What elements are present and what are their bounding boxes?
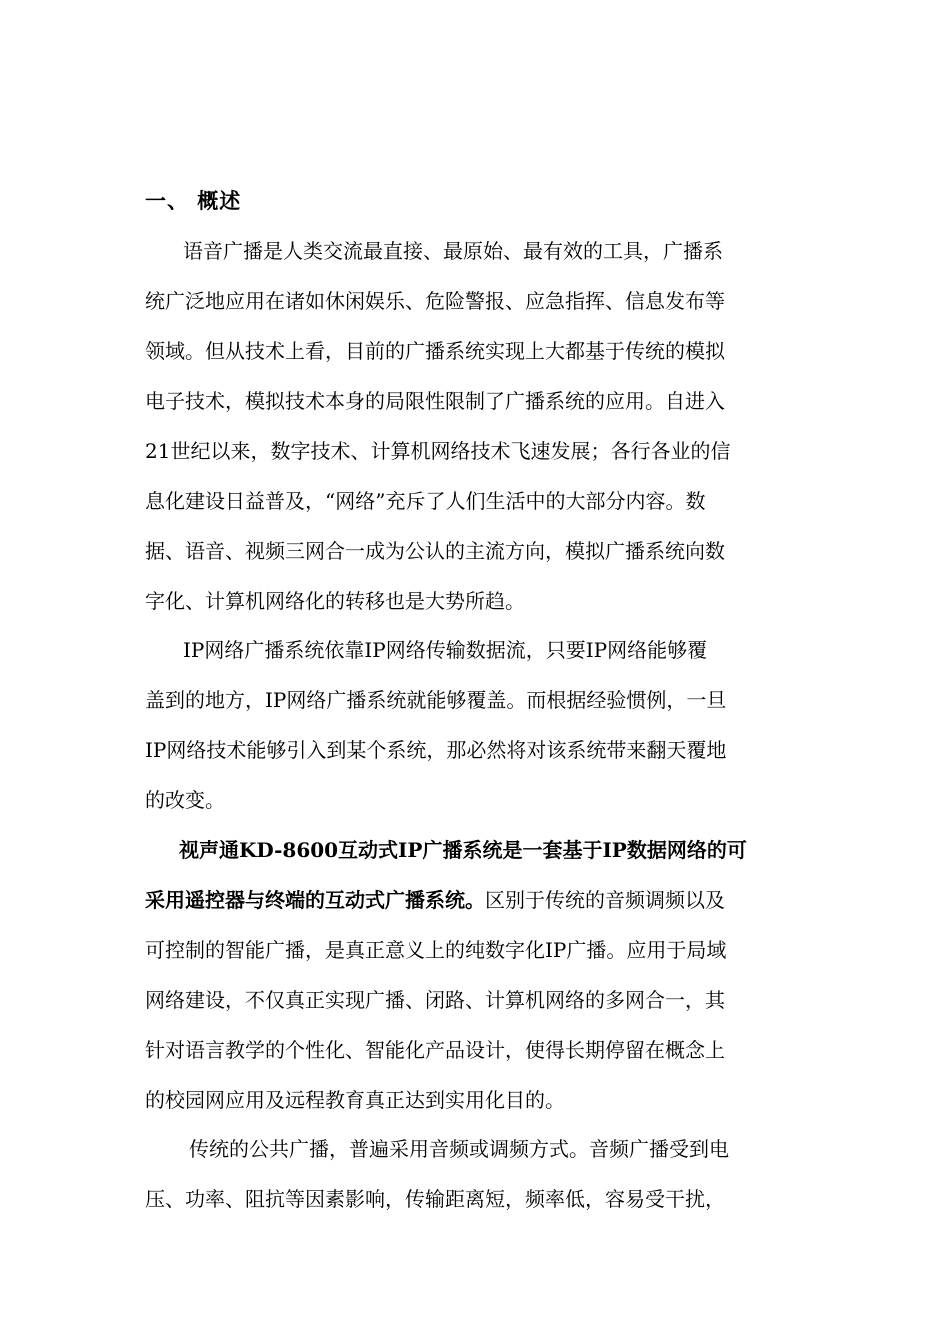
paragraph-line: 的改变。 bbox=[145, 788, 225, 812]
paragraph-line: 语音广播是人类交流最直接、最原始、最有效的工具，广播系 bbox=[183, 239, 723, 263]
paragraph-line: IP网络广播系统依靠IP网络传输数据流，只要IP网络能够覆 bbox=[183, 638, 708, 662]
paragraph-traditional-broadcast bbox=[145, 1124, 807, 1224]
plain-phrase: 区别于传统的音频调频以及 bbox=[485, 888, 725, 912]
paragraph-product-intro bbox=[145, 825, 807, 1125]
paragraph-line: 电子技术，模拟技术本身的局限性限制了广播系统的应用。自进入 bbox=[145, 389, 725, 413]
paragraph-line: 的校园网应用及远程教育真正达到实用化目的。 bbox=[145, 1088, 565, 1112]
paragraph-line: 统广泛地应用在诸如休闲娱乐、危险警报、应急指挥、信息发布等 bbox=[145, 289, 725, 313]
paragraph-line: 领域。但从技术上看，目前的广播系统实现上大都基于传统的模拟 bbox=[145, 339, 725, 363]
paragraph-line: 盖到的地方，IP网络广播系统就能够覆盖。而根据经验惯例，一旦 bbox=[145, 688, 727, 712]
paragraph-line-bold: 视声通KD-8600互动式IP广播系统是一套基于IP数据网络的可 bbox=[179, 838, 747, 862]
paragraph-line: 字化、计算机网络化的转移也是大势所趋。 bbox=[145, 589, 525, 613]
paragraph-line: 21世纪以来，数字技术、计算机网络技术飞速发展；各行各业的信 bbox=[145, 439, 731, 463]
paragraph-line: 据、语音、视频三网合一成为公认的主流方向，模拟广播系统向数 bbox=[145, 539, 725, 563]
paragraph-line: 息化建设日益普及，“网络”充斥了人们生活中的大部分内容。数 bbox=[145, 489, 706, 513]
paragraph-overview bbox=[145, 226, 807, 626]
paragraph-line: 可控制的智能广播，是真正意义上的纯数字化IP广播。应用于局域 bbox=[145, 938, 727, 962]
paragraph-line: 针对语言教学的个性化、智能化产品设计，使得长期停留在概念上 bbox=[145, 1038, 725, 1062]
section-heading: 一、 概述 bbox=[145, 188, 242, 213]
paragraph-line bbox=[145, 875, 807, 925]
paragraph-ip-network bbox=[145, 625, 807, 825]
paragraph-line: IP网络技术能够引入到某个系统，那必然将对该系统带来翻天覆地 bbox=[145, 738, 727, 762]
bold-phrase: 采用遥控器与终端的互动式广播系统。 bbox=[145, 888, 485, 912]
paragraph-line: 传统的公共广播，普遍采用音频或调频方式。音频广播受到电 bbox=[189, 1137, 729, 1161]
paragraph-line: 压、功率、阻抗等因素影响，传输距离短，频率低，容易受干扰， bbox=[145, 1187, 725, 1211]
paragraph-line: 网络建设，不仅真正实现广播、闭路、计算机网络的多网合一，其 bbox=[145, 988, 725, 1012]
